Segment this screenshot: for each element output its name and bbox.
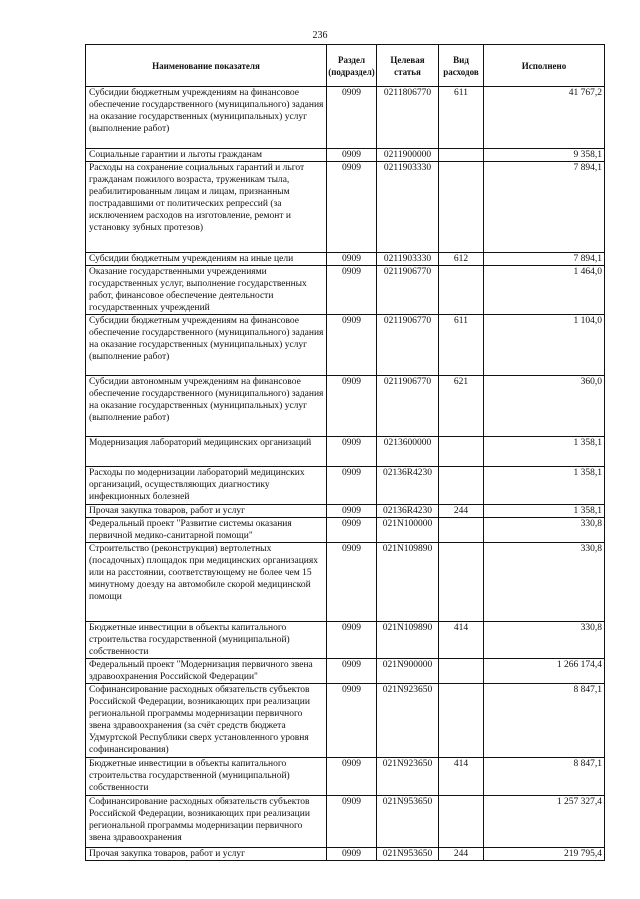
row-executed-cell: 330,8 xyxy=(484,518,605,543)
row-target-cell: 0211900000 xyxy=(377,149,439,162)
row-target-cell: 0211906770 xyxy=(377,266,439,315)
row-executed-cell: 1 464,0 xyxy=(484,266,605,315)
row-target-cell: 021N109890 xyxy=(377,622,439,659)
table-row xyxy=(86,266,605,315)
row-section-cell: 0909 xyxy=(327,87,377,149)
header-target-line-1: Целевая xyxy=(390,54,425,65)
row-name-cell: Субсидии автономным учреждениям на финансовое обеспечение государственного (муниципального) задания на оказание государственных (муниципальных) услуг (выполнение работ) xyxy=(86,376,327,437)
table-header-row xyxy=(86,45,605,87)
row-executed-cell: 41 767,2 xyxy=(484,87,605,149)
row-expense-type-cell: 612 xyxy=(439,253,484,266)
row-name-cell: Прочая закупка товаров, работ и услуг xyxy=(86,505,327,518)
row-expense-type-cell xyxy=(439,659,484,684)
row-section-cell: 0909 xyxy=(327,376,377,437)
row-section-cell: 0909 xyxy=(327,505,377,518)
row-executed-cell: 1 358,1 xyxy=(484,437,605,467)
row-name-cell: Социальные гарантии и льготы гражданам xyxy=(86,149,327,162)
row-section-cell: 0909 xyxy=(327,848,377,861)
row-expense-type-cell xyxy=(439,684,484,758)
table-row xyxy=(86,315,605,376)
row-executed-cell: 1 358,1 xyxy=(484,505,605,518)
row-executed-cell: 330,8 xyxy=(484,543,605,622)
row-executed-cell: 8 847,1 xyxy=(484,684,605,758)
row-expense-type-cell xyxy=(439,796,484,848)
row-target-cell: 021N109890 xyxy=(377,543,439,622)
row-section-cell: 0909 xyxy=(327,659,377,684)
row-expense-type-cell: 621 xyxy=(439,376,484,437)
header-executed-label: Исполнено xyxy=(521,60,567,71)
row-executed-cell: 219 795,4 xyxy=(484,848,605,861)
table-row xyxy=(86,848,605,861)
table-row xyxy=(86,437,605,467)
header-executed xyxy=(484,45,605,87)
row-expense-type-cell: 611 xyxy=(439,315,484,376)
header-expense-line-1: Вид xyxy=(453,54,469,65)
table-row xyxy=(86,253,605,266)
row-executed-cell: 8 847,1 xyxy=(484,758,605,796)
table-row xyxy=(86,543,605,622)
row-section-cell: 0909 xyxy=(327,518,377,543)
row-target-cell: 0211903330 xyxy=(377,253,439,266)
row-target-cell: 021N953650 xyxy=(377,848,439,861)
row-expense-type-cell xyxy=(439,518,484,543)
row-section-cell: 0909 xyxy=(327,684,377,758)
row-target-cell: 021N923650 xyxy=(377,758,439,796)
row-expense-type-cell xyxy=(439,149,484,162)
row-target-cell: 0211903330 xyxy=(377,162,439,253)
row-target-cell: 0211906770 xyxy=(377,376,439,437)
row-expense-type-cell: 414 xyxy=(439,758,484,796)
table-row xyxy=(86,505,605,518)
row-name-cell: Оказание государственными учреждениями государственных услуг, выполнение государственных работ, финансовое обеспечение деятельности государственных учреждений xyxy=(86,266,327,315)
row-section-cell: 0909 xyxy=(327,253,377,266)
row-executed-cell: 1 104,0 xyxy=(484,315,605,376)
row-section-cell: 0909 xyxy=(327,149,377,162)
table-row xyxy=(86,149,605,162)
row-name-cell: Бюджетные инвестиции в объекты капитального строительства государственной (муниципальной) собственности xyxy=(86,622,327,659)
row-name-cell: Прочая закупка товаров, работ и услуг xyxy=(86,848,327,861)
table-row xyxy=(86,758,605,796)
row-target-cell: 02136R4230 xyxy=(377,467,439,505)
row-section-cell: 0909 xyxy=(327,266,377,315)
row-section-cell: 0909 xyxy=(327,543,377,622)
row-target-cell: 021N923650 xyxy=(377,684,439,758)
header-name-label: Наименование показателя xyxy=(152,60,260,71)
row-expense-type-cell xyxy=(439,543,484,622)
row-name-cell: Федеральный проект "Развитие системы оказания первичной медико-санитарной помощи" xyxy=(86,518,327,543)
table-row xyxy=(86,162,605,253)
table-row xyxy=(86,87,605,149)
row-name-cell: Расходы по модернизации лабораторий медицинских организаций, осуществляющих диагностику инфекционных болезней xyxy=(86,467,327,505)
header-section-line-2: (подраздел) xyxy=(328,66,375,77)
row-section-cell: 0909 xyxy=(327,622,377,659)
row-executed-cell: 7 894,1 xyxy=(484,162,605,253)
row-target-cell: 021N953650 xyxy=(377,796,439,848)
row-executed-cell: 1 358,1 xyxy=(484,467,605,505)
header-target xyxy=(377,45,439,87)
header-name xyxy=(86,45,327,87)
header-target-line-2: статья xyxy=(394,66,421,77)
row-section-cell: 0909 xyxy=(327,162,377,253)
table-row xyxy=(86,684,605,758)
row-name-cell: Расходы на сохранение социальных гарантий и льгот гражданам пожилого возраста, труженикам тыла, реабилитированным лицам и лицам, признанным пострадавшими от политических репрессий (за исключением расходов на изготовление, ремонт и установку зубных протезов) xyxy=(86,162,327,253)
budget-table xyxy=(85,44,605,861)
row-target-cell: 021N100000 xyxy=(377,518,439,543)
row-name-cell: Строительство (реконструкция) вертолетных (посадочных) площадок при медицинских организациях или на расстоянии, соответствующему не более чем 15 минутному доезду на автомобиле скорой медицинской помощи xyxy=(86,543,327,622)
row-section-cell: 0909 xyxy=(327,437,377,467)
row-executed-cell: 7 894,1 xyxy=(484,253,605,266)
row-executed-cell: 360,0 xyxy=(484,376,605,437)
row-name-cell: Федеральный проект "Модернизация первичного звена здравоохранения Российской Федерации" xyxy=(86,659,327,684)
row-target-cell: 021N900000 xyxy=(377,659,439,684)
row-name-cell: Модернизация лабораторий медицинских организаций xyxy=(86,437,327,467)
table-body xyxy=(86,87,605,861)
row-name-cell: Софинансирование расходных обязательств субъектов Российской Федерации, возникающих при реализации региональной программы модернизации первичного звена здравоохранения xyxy=(86,796,327,848)
row-expense-type-cell: 244 xyxy=(439,848,484,861)
row-target-cell: 0211806770 xyxy=(377,87,439,149)
row-executed-cell: 330,8 xyxy=(484,622,605,659)
row-expense-type-cell xyxy=(439,162,484,253)
row-expense-type-cell: 611 xyxy=(439,87,484,149)
table-row xyxy=(86,659,605,684)
table-row xyxy=(86,796,605,848)
row-executed-cell: 1 266 174,4 xyxy=(484,659,605,684)
header-section xyxy=(327,45,377,87)
row-executed-cell: 9 358,1 xyxy=(484,149,605,162)
row-target-cell: 02136R4230 xyxy=(377,505,439,518)
row-expense-type-cell xyxy=(439,467,484,505)
table-row xyxy=(86,467,605,505)
header-expense-line-2: расходов xyxy=(443,66,479,77)
row-name-cell: Софинансирование расходных обязательств субъектов Российской Федерации, возникающих при реализации региональной программы модернизации первичного звена здравоохранения (за счёт средств бюджета Удмуртской Республики сверх установленного уровня софинансирования) xyxy=(86,684,327,758)
row-target-cell: 0213600000 xyxy=(377,437,439,467)
row-name-cell: Субсидии бюджетным учреждениям на финансовое обеспечение государственного (муниципального) задания на оказание государственных (муниципальных) услуг (выполнение работ) xyxy=(86,315,327,376)
page-number: 236 xyxy=(312,30,328,41)
row-name-cell: Бюджетные инвестиции в объекты капитального строительства государственной (муниципальной) собственности xyxy=(86,758,327,796)
row-executed-cell: 1 257 327,4 xyxy=(484,796,605,848)
row-expense-type-cell xyxy=(439,437,484,467)
row-section-cell: 0909 xyxy=(327,467,377,505)
table-row xyxy=(86,376,605,437)
row-name-cell: Субсидии бюджетным учреждениям на финансовое обеспечение государственного (муниципального) задания на оказание государственных (муниципальных) услуг (выполнение работ) xyxy=(86,87,327,149)
header-expense-type xyxy=(439,45,484,87)
header-section-line-1: Раздел xyxy=(337,54,366,65)
table-row xyxy=(86,518,605,543)
row-name-cell: Субсидии бюджетным учреждениям на иные цели xyxy=(86,253,327,266)
table-row xyxy=(86,622,605,659)
row-target-cell: 0211906770 xyxy=(377,315,439,376)
row-section-cell: 0909 xyxy=(327,758,377,796)
row-section-cell: 0909 xyxy=(327,796,377,848)
row-expense-type-cell: 244 xyxy=(439,505,484,518)
row-section-cell: 0909 xyxy=(327,315,377,376)
row-expense-type-cell xyxy=(439,266,484,315)
row-expense-type-cell: 414 xyxy=(439,622,484,659)
